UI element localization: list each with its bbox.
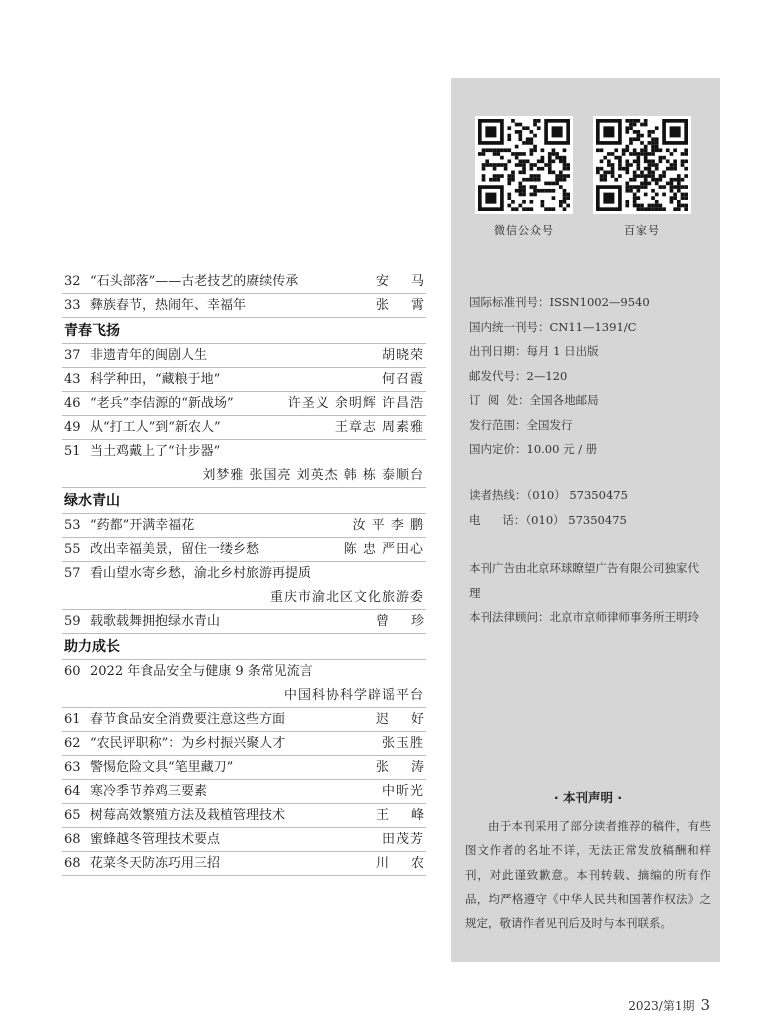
toc-entry[interactable] bbox=[62, 780, 426, 804]
statement-title: · 本刊声明 · bbox=[553, 790, 623, 805]
toc-page-number: 62 bbox=[64, 736, 81, 751]
toc-author: 中昕光 bbox=[381, 784, 424, 799]
pub-info-row-label: 国内定价： bbox=[469, 442, 527, 456]
toc-article-title: 警惕危险文具“笔里藏刀” bbox=[90, 760, 234, 775]
toc-author: 重庆市渝北区文化旅游委 bbox=[269, 590, 424, 605]
toc-entry[interactable] bbox=[62, 392, 426, 416]
copyright-statement bbox=[465, 788, 711, 935]
toc-author: 张霄 bbox=[375, 298, 446, 313]
toc-article-title: 花菜冬天防冻巧用三招 bbox=[90, 856, 221, 871]
pub-info-row bbox=[469, 437, 709, 462]
toc-page-number: 37 bbox=[64, 348, 81, 363]
ad-agency-text: 本刊广告由北京环球瞭望广告有限公司独家代理 bbox=[469, 561, 699, 600]
toc-page-number: 59 bbox=[64, 614, 81, 629]
toc-page-number: 57 bbox=[64, 566, 81, 581]
toc-author: 安马 bbox=[375, 274, 446, 289]
toc-entry[interactable] bbox=[62, 610, 446, 634]
pub-info-row-label: 出刊日期： bbox=[469, 344, 527, 358]
toc-article-title: 改出幸福美景，留住一缕乡愁 bbox=[90, 542, 260, 557]
toc-entry[interactable] bbox=[62, 270, 446, 294]
pub-info-row-value: 10.00 元 / 册 bbox=[526, 442, 598, 456]
toc-page-number: 32 bbox=[64, 274, 81, 289]
toc-page-number: 49 bbox=[64, 420, 81, 435]
pub-info-row-label: 邮发代号： bbox=[469, 368, 527, 383]
toc-entry[interactable] bbox=[62, 440, 426, 488]
wechat-qr-code bbox=[475, 116, 573, 214]
pub-info-row-label: 订 阅 处： bbox=[469, 393, 530, 407]
pub-info-row-value: 全国各地邮局 bbox=[529, 393, 599, 407]
pub-info-row-value: 全国发行 bbox=[526, 417, 573, 432]
page-footer bbox=[628, 996, 710, 1014]
toc-page-number: 68 bbox=[64, 832, 81, 847]
toc-article-title: 非遗青年的闽剧人生 bbox=[90, 348, 208, 363]
wechat-qr-block bbox=[475, 116, 573, 238]
toc-page-number: 60 bbox=[64, 664, 81, 679]
pub-info-row-value: CN11—1391/C bbox=[549, 319, 637, 334]
contact-row-value: （010） 57350475 bbox=[526, 488, 628, 502]
toc-page-number: 55 bbox=[64, 542, 81, 557]
baijia-qr-code bbox=[593, 116, 691, 214]
pub-info-row-value: 每月 1 日出版 bbox=[526, 344, 599, 358]
toc-author: 陈 忠 严田心 bbox=[343, 542, 424, 557]
toc-article-title: “农民评职称”：为乡村振兴聚人才 bbox=[90, 736, 286, 751]
toc-page-number: 51 bbox=[64, 444, 81, 459]
toc-page-number: 53 bbox=[64, 518, 81, 533]
toc-entry[interactable] bbox=[62, 538, 426, 562]
pub-info-row bbox=[469, 339, 709, 364]
toc-entry[interactable] bbox=[62, 804, 446, 828]
pub-info-row bbox=[469, 290, 709, 315]
wechat-qr-label: 微信公众号 bbox=[494, 224, 554, 237]
toc-entry[interactable] bbox=[62, 828, 426, 852]
toc-article-title: “老兵”李佶源的“新战场” bbox=[90, 396, 234, 411]
toc-page-number: 33 bbox=[64, 298, 81, 313]
toc-author: 曾珍 bbox=[375, 614, 446, 629]
toc-entry[interactable] bbox=[62, 344, 426, 368]
toc-page-number: 68 bbox=[64, 856, 81, 871]
toc-author: 胡晓荣 bbox=[381, 348, 424, 363]
qr-pattern bbox=[593, 116, 691, 214]
contact-row-value: （010） 57350475 bbox=[525, 512, 627, 527]
pub-info-row-label: 发行范围： bbox=[469, 417, 527, 432]
toc-article-title: “药都”开满幸福花 bbox=[90, 518, 195, 533]
toc-author: 中国科协科学辟谣平台 bbox=[283, 688, 424, 703]
contact-row-label: 电 话： bbox=[469, 512, 526, 527]
section-heading: 绿水青山 bbox=[62, 488, 426, 514]
toc-author: 王峰 bbox=[375, 808, 446, 823]
toc-page-number: 61 bbox=[64, 712, 81, 727]
pub-info-row-value: 2—120 bbox=[526, 368, 568, 383]
toc-author: 田茂芳 bbox=[381, 832, 424, 847]
toc-article-title: 从“打工人”到“新农人” bbox=[90, 420, 221, 435]
toc-page-number: 64 bbox=[64, 784, 81, 799]
toc-article-title: “石头部落”——古老技艺的赓续传承 bbox=[90, 274, 299, 289]
toc-article-title: 春节食品安全消费要注意这些方面 bbox=[90, 712, 286, 727]
contact-row bbox=[469, 508, 709, 533]
toc-page-number: 43 bbox=[64, 372, 81, 387]
statement-body: 由于本刊采用了部分读者推荐的稿件，有些图文作者的名址不详，无法正常发放稿酬和样刊，对此谨致歉意。本刊转载、摘编的所有作品，均严格遵守《中华人民共和国著作权法》之规定，敬请作者见刊后及时与本刊联系。 bbox=[465, 819, 711, 931]
toc-entry[interactable] bbox=[62, 368, 426, 392]
pub-info-row bbox=[469, 388, 709, 413]
toc-author: 王章志 周素雅 bbox=[334, 420, 424, 435]
ad-legal-info bbox=[469, 556, 709, 630]
toc-entry[interactable] bbox=[62, 852, 446, 876]
qr-pattern bbox=[475, 116, 573, 214]
toc-entry[interactable] bbox=[62, 756, 446, 780]
section-heading: 青春飞扬 bbox=[62, 318, 426, 344]
legal-advisor-text: 本刊法律顾问：北京市京师律师事务所王明玲 bbox=[469, 610, 699, 624]
toc-entry[interactable] bbox=[62, 514, 426, 538]
contact-row bbox=[469, 483, 709, 508]
baijia-qr-block bbox=[593, 116, 691, 238]
toc-page-number: 65 bbox=[64, 808, 81, 823]
toc-entry[interactable] bbox=[62, 294, 446, 318]
toc-author: 许圣义 余明辉 许昌浩 bbox=[287, 396, 424, 411]
pub-info-row-label: 国际标准刊号： bbox=[469, 295, 550, 309]
toc-article-title: 当土鸡戴上了“计步器” bbox=[90, 444, 221, 459]
table-of-contents bbox=[62, 270, 446, 876]
toc-article-title: 载歌载舞拥抱绿水青山 bbox=[90, 614, 221, 629]
toc-article-title: 寒冷季节养鸡三要素 bbox=[90, 784, 208, 799]
toc-article-title: 蜜蜂越冬管理技术要点 bbox=[90, 832, 221, 847]
toc-article-title: 彝族春节，热闹年、幸福年 bbox=[90, 298, 247, 313]
contact-row-label: 读者热线： bbox=[469, 488, 527, 502]
toc-author: 张涛 bbox=[375, 760, 446, 775]
baijia-qr-label: 百家号 bbox=[624, 224, 660, 237]
toc-author: 刘梦雅 张国亮 刘英杰 韩 栋 泰顺台 bbox=[202, 468, 424, 483]
pub-info-row-value: ISSN1002—9540 bbox=[549, 295, 650, 309]
toc-author: 汝 平 李 鹏 bbox=[352, 518, 424, 533]
toc-author: 川农 bbox=[375, 856, 446, 871]
toc-entry[interactable] bbox=[62, 416, 426, 440]
contact-info bbox=[469, 483, 709, 532]
pub-info-row bbox=[469, 364, 709, 389]
pub-info-row-label: 国内统一刊号： bbox=[469, 319, 550, 334]
section-heading: 助力成长 bbox=[62, 634, 426, 660]
toc-page-number: 63 bbox=[64, 760, 81, 775]
issue-number: 2023/第1期 bbox=[628, 999, 695, 1013]
toc-page-number: 46 bbox=[64, 396, 81, 411]
toc-article-title: 树莓高效繁殖方法及栽植管理技术 bbox=[90, 808, 286, 823]
info-panel bbox=[451, 78, 720, 962]
pub-info-row bbox=[469, 413, 709, 438]
toc-article-title: 科学种田，“藏粮于地” bbox=[90, 372, 221, 387]
toc-article-title: 2022 年食品安全与健康 9 条常见流言 bbox=[90, 664, 313, 679]
publication-info bbox=[469, 290, 709, 462]
toc-entry[interactable] bbox=[62, 732, 426, 756]
toc-article-title: 看山望水寄乡愁，渝北乡村旅游再提质 bbox=[90, 566, 312, 581]
toc-author: 张玉胜 bbox=[381, 736, 424, 751]
toc-author: 迟好 bbox=[375, 712, 446, 727]
toc-entry[interactable] bbox=[62, 708, 446, 732]
pub-info-row bbox=[469, 315, 709, 340]
page-number: 3 bbox=[700, 996, 710, 1014]
toc-entry[interactable] bbox=[62, 660, 426, 708]
toc-entry[interactable] bbox=[62, 562, 426, 610]
toc-author: 何召霞 bbox=[381, 372, 424, 387]
